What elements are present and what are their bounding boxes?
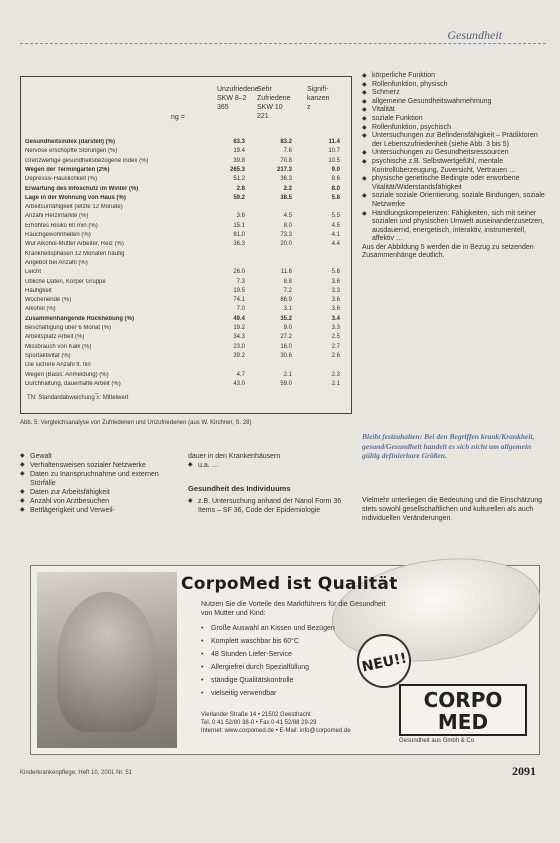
row-value: 3.6 (331, 297, 340, 304)
row-value: 265.3 (229, 166, 245, 173)
table-row (25, 204, 347, 212)
row-value: 23.0 (233, 343, 245, 350)
row-value: 8.6 (331, 176, 340, 183)
row-value: 2.2 (283, 185, 292, 192)
table-header (21, 85, 351, 135)
row-value: 8.8 (283, 278, 292, 285)
logo-line2: MED (437, 710, 489, 734)
row-value: 39.2 (233, 352, 245, 359)
middle-heading: Gesundheit des Individuums (188, 484, 291, 493)
row-value: 2.3 (331, 371, 340, 378)
row-value: 3.1 (283, 306, 292, 313)
row-value: 4.4 (331, 241, 340, 248)
list-item: ◆ allgemeine Gesundheitswahrnehmung (362, 98, 547, 107)
row-value: 63.3 (233, 139, 245, 145)
row-value: 2.1 (283, 371, 292, 378)
list-item: ◆ körperliche Funktion (362, 72, 547, 81)
table-row (25, 344, 347, 352)
left-column-list (20, 452, 178, 515)
pull-quote: Bleibt festzuhalten: Bei den Begriffen krank/Krankheit, gesund/Gesundheit handelt es sich nicht um allgemein gültig definierbare Größen. (362, 432, 535, 460)
table-row (25, 334, 347, 342)
table-row (25, 316, 347, 324)
ad-title: CorpoMed ist Qualität (181, 574, 398, 594)
row-value: 5.8 (331, 194, 340, 201)
table-row (25, 325, 347, 333)
row-label: Beschäftigung über 6 Monat (%) (25, 325, 112, 331)
row-value: 59.2 (233, 194, 245, 201)
list-item: ◆ Bettlägerigkeit und Verweil- (20, 506, 178, 515)
row-value: 49.4 (233, 315, 245, 322)
row-label: Zusammenhängende Rückhebung (%) (25, 315, 135, 322)
table-row (25, 251, 347, 259)
list-item: ◆ z.B. Untersuchung anhand der Nanol Form 36 Items – SF 36, Code der Epidemiologie (188, 497, 353, 515)
row-label: Missbrauch von Kalk (%) (25, 343, 92, 350)
table-row (25, 158, 347, 166)
middle-text: dauer in den Krankenhäusern (188, 453, 281, 460)
footer-journal: Kinderkrankenpflege, Heft 10, 2001 Nr. 51 (20, 770, 133, 776)
row-value: 34.3 (233, 334, 245, 341)
row-value: 26.0 (233, 269, 245, 276)
row-value: 2.6 (331, 352, 340, 359)
row-label: Wut Alkohol-Mutter Arbeiter, Reiz (%) (25, 241, 124, 248)
table-row (25, 372, 347, 380)
middle-column (188, 452, 353, 515)
table-row (25, 223, 347, 231)
row-value: 30.6 (280, 352, 292, 359)
row-label: Arbeitsunfähigkeit (letzte 12 Monate) (25, 204, 123, 211)
row-label: Angebot bei Anzahl (%) (25, 259, 88, 266)
row-value: 11.4 (328, 139, 340, 145)
row-label: Anzahl Herzinfarkte (%) (25, 213, 89, 220)
row-value: 8.0 (283, 222, 292, 229)
row-label: Krankheitsphasen 12 Monaten häufig (25, 250, 125, 257)
row-value: 2.8 (236, 185, 245, 192)
row-label: Wegen der Termingarten (2%) (25, 166, 110, 173)
row-value: 4.5 (283, 213, 292, 220)
row-value: 83.2 (280, 139, 292, 145)
table-row (25, 260, 347, 268)
list-item: ◆ soziale Funktion (362, 115, 547, 124)
row-label: Durchhaltung, dauerhafte Arbeit (%) (25, 380, 121, 387)
row-label: Wochenende (%) (25, 297, 72, 304)
page-number: 2091 (512, 764, 536, 778)
row-value: 36.3 (280, 176, 292, 183)
row-value: 3.6 (331, 278, 340, 285)
ad-bullet: • Große Auswahl an Kissen und Bezügen (201, 622, 401, 635)
row-label: Grenzwertige gesundheitsbezogene Index (%) (25, 157, 149, 164)
table-row (25, 269, 347, 277)
list-item: ◆ Handlungskompetenzen: Fähigkeiten, sich mit seiner sozialen und physischen Umwelt auseinanderzusetzen, ausdauernd, energetisch, interaktiv, instrumentell, affektiv … (362, 210, 547, 244)
row-label: Übliche Daten, Körper Gruppe (25, 278, 106, 285)
col-header-zufriedene: Sehr Zufriedene SKW 10 221 (257, 86, 291, 120)
row-value: 10.7 (328, 148, 340, 155)
row-value: 19.4 (233, 148, 245, 155)
row-value: 70.8 (280, 157, 292, 164)
list-item: ◆ Gewalt (20, 452, 178, 461)
row-value: 16.0 (280, 343, 292, 350)
corpomed-advertisement (30, 565, 540, 755)
mother-child-photo (37, 572, 177, 748)
logo-line1: CORPO (423, 688, 503, 712)
row-label: Nervöse erschöpfte Störungen (%) (25, 148, 118, 155)
row-value: 15.1 (233, 222, 245, 229)
row-value: 35.2 (280, 315, 292, 322)
list-item: ◆ Verhaltensweisen sozialer Netzwerke (20, 461, 178, 470)
row-value: 3.4 (331, 315, 340, 322)
row-label: Arbeitsplatz Arbeit (%) (25, 334, 85, 341)
row-value: 51.2 (233, 176, 245, 183)
right-column-list (362, 72, 547, 261)
row-value: 9.0 (331, 166, 340, 173)
ad-intro: Nutzen Sie die Vorteile des Marktführers für die Gesundheit von Mutter und Kind: (201, 601, 386, 617)
row-value: 19.5 (233, 287, 245, 294)
row-value: 39.8 (233, 157, 245, 164)
table-row (25, 195, 347, 203)
row-value: 2.1 (331, 380, 340, 387)
list-item: ◆ Rollenfunktion, psychisch (362, 124, 547, 133)
table-row (25, 353, 347, 361)
table-row (25, 167, 347, 175)
row-value: 43.0 (233, 380, 245, 387)
table-row (25, 232, 347, 240)
ad-bullet: • ständige Qualitätskontrolle (201, 674, 401, 687)
row-value: 10.5 (328, 157, 340, 164)
row-value: 59.0 (280, 380, 292, 387)
row-value: 19.2 (233, 325, 245, 331)
row-value: 5.5 (331, 213, 340, 220)
ad-bullet: • Allergiefrei durch Spezialfüllung (201, 661, 401, 674)
list-item: ◆ u.a. … (188, 461, 353, 470)
list-item: ◆ Schmerz (362, 89, 547, 98)
list-item: ◆ Untersuchungen zur Befindensfähigkeit – Prädiktoren der Lebenszufriedenheit (siehe Abb. 3 bis 5) (362, 132, 547, 149)
ad-phone: Tel. 0 41 52/80 38-0 • Fax 0 41 52/88 29-29 (201, 720, 317, 726)
table-row (25, 381, 347, 389)
table-row (25, 186, 347, 194)
row-label: Erwartung des Infoschutz im Winter (%) (25, 185, 139, 192)
table-row (25, 148, 347, 156)
col-header-ng: ng = (171, 114, 185, 121)
ad-address (201, 711, 421, 735)
row-value: 5.6 (331, 269, 340, 276)
row-value: 7.6 (283, 148, 292, 155)
row-label: Die sichere Anzahl lt. hin (25, 362, 91, 369)
col-header-unzufriedene: Unzufriedene SKW 8–2 365 (217, 86, 259, 111)
row-value: 4.1 (331, 232, 340, 238)
table-row (25, 297, 347, 305)
new-badge: NEU!! (352, 629, 416, 693)
list-item: ◆ psychische z.B. Selbstwertgefühl, mentale Kontrollüberzeugung, Zuversicht, Vertrauen … (362, 158, 547, 175)
list-item: ◆ Rollenfunktion, physisch (362, 81, 547, 90)
list-item: ◆ Untersuchungen zu Gesundheitsressourcen (362, 149, 547, 158)
table-footnote: TN: Standardabweichung ̅x: Mittelwert (27, 395, 129, 401)
row-value: 8.0 (331, 185, 340, 192)
comparison-table (20, 76, 352, 414)
row-value: 9.0 (283, 325, 292, 331)
table-row (25, 213, 347, 221)
row-label: Alkohol (%) (25, 306, 56, 313)
list-item: ◆ Daten zur Arbeitsfähigkeit (20, 488, 178, 497)
row-value: 81.0 (233, 232, 245, 238)
table-row (25, 362, 347, 370)
row-label: Rauchgewohnheiten (%) (25, 232, 91, 238)
list-item: ◆ Anzahl von Arztbesuchen (20, 497, 178, 506)
running-header (20, 30, 546, 44)
right-body-text: Vielmehr unterliegen die Bedeutung und die Einschätzung stets sowohl gesellschaftlichen und kulturellen als auch individuellen Veränderungen. (362, 497, 543, 522)
table-row (25, 176, 347, 184)
ad-bullet: • 48 Stunden Liefer-Service (201, 648, 401, 661)
row-value: 217.3 (276, 166, 292, 173)
row-value: 7.3 (236, 278, 245, 285)
row-label: Lage in der Wohnung von Haus (%) (25, 194, 126, 201)
row-value: 3.6 (331, 306, 340, 313)
right-column-tail: Aus der Abbildung 5 werden die in Bezug zu setzenden Zusammenhänge deutlich. (362, 243, 534, 260)
row-label: Erhöhtes Risiko 60 min (%) (25, 222, 98, 229)
row-value: 2.5 (331, 334, 340, 341)
ad-web: Internet: www.corpomed.de • E-Mail: info@corpomed.de (201, 728, 351, 734)
row-value: 7.2 (283, 287, 292, 294)
table-row (25, 288, 347, 296)
row-label: Depressiv-Häuslichkeit (%) (25, 176, 98, 183)
list-item: ◆ Daten zu Inanspruchnahme und externen Störfälle (20, 470, 178, 488)
list-item: ◆ physische genetische Bedingte oder erworbene Vitalität/Widerstandsfähigkeit (362, 175, 547, 192)
section-title: Gesundheit (443, 28, 506, 43)
row-value: 7.0 (236, 306, 245, 313)
row-value: 38.5 (280, 194, 292, 201)
col-header-signifikanz: Signifi- kanzen z (307, 86, 330, 111)
row-value: 3.6 (236, 213, 245, 220)
row-value: 86.9 (280, 297, 292, 304)
row-label: Gesundheitsindex (darstell) (%) (25, 139, 116, 145)
ad-bullet: • Komplett waschbar bis 60°C (201, 635, 401, 648)
list-item: ◆ soziale soziale Orientierung, soziale Bindungen, soziale Netzwerke (362, 192, 547, 209)
row-label: Wegen (Basis: Anmeldung) (%) (25, 371, 109, 378)
corpomed-logo (399, 684, 527, 736)
table-row (25, 279, 347, 287)
ad-street: Vierlander Straße 14 • 21502 Geesthacht (201, 712, 311, 718)
figure-caption: Abb. 5: Vergleichsanalyse von Zufriedenen und Unzufriedenen (aus W. Kirchner, S. 28) (20, 420, 252, 426)
ad-bullet: • vielseitig verwendbar (201, 687, 401, 700)
table-row (25, 306, 347, 314)
row-value: 20.0 (280, 241, 292, 248)
row-label: Häufigkeit (25, 287, 52, 294)
row-value: 11.6 (280, 269, 292, 276)
row-value: 74.1 (233, 297, 245, 304)
row-value: 3.3 (331, 325, 340, 331)
row-value: 4.5 (331, 222, 340, 229)
row-value: 4.7 (236, 371, 245, 378)
row-value: 2.7 (331, 343, 340, 350)
row-label: Leicht (25, 269, 42, 276)
row-value: 27.2 (280, 334, 292, 341)
table-row (25, 241, 347, 249)
row-value: 73.3 (280, 232, 292, 238)
list-item: ◆ Vitalität (362, 106, 547, 115)
row-label: Sportaktivität (%) (25, 352, 71, 359)
row-value: 36.3 (233, 241, 245, 248)
logo-subtitle: Gesundheit aus Gmbh & Co (399, 738, 475, 744)
table-row (25, 139, 347, 147)
row-value: 3.3 (331, 287, 340, 294)
